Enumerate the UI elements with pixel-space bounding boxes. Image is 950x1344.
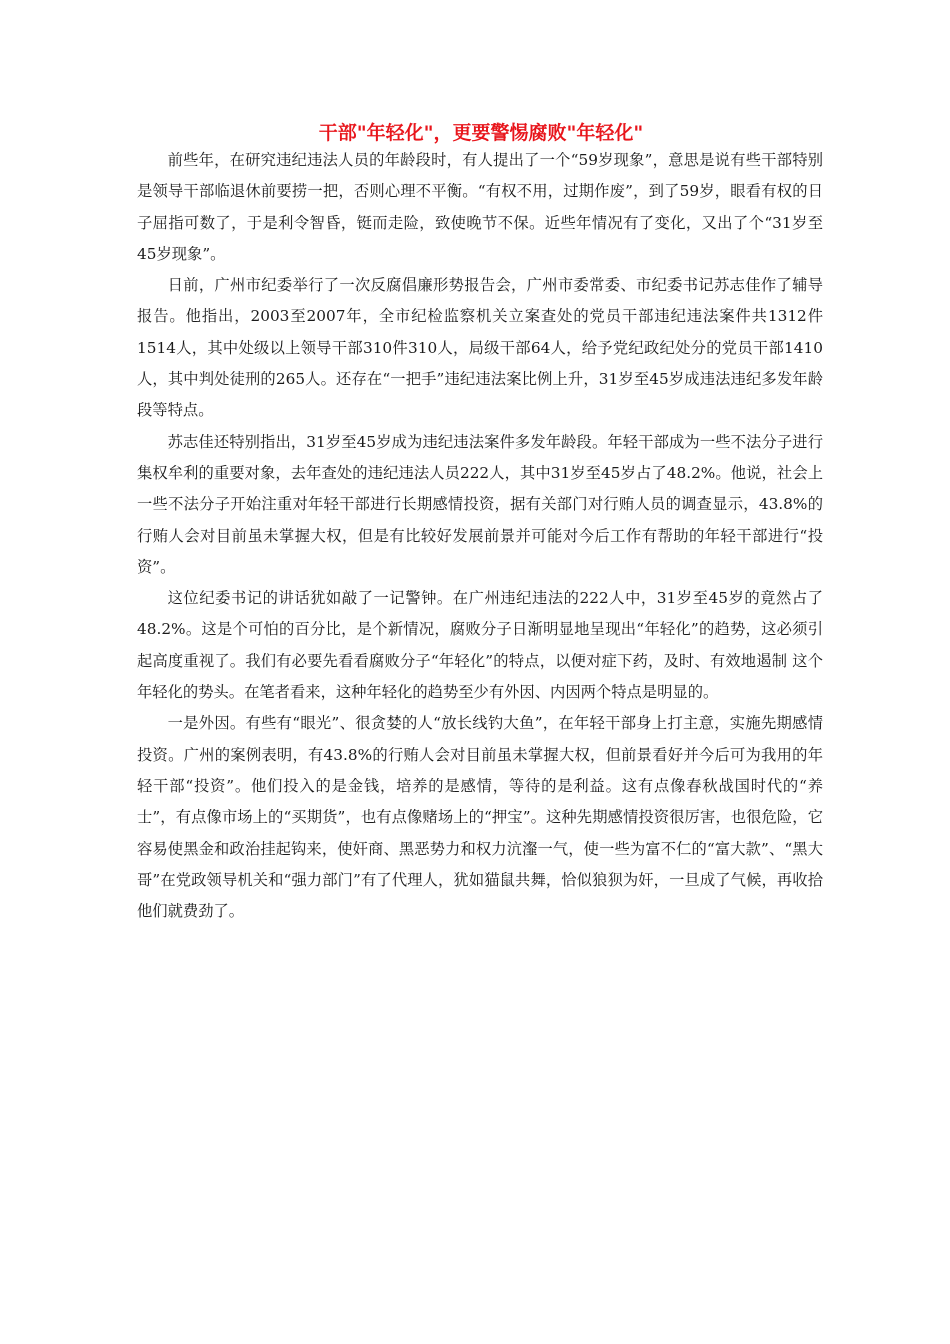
paragraph: 前些年，在研究违纪违法人员的年龄段时，有人提出了一个“59岁现象”，意思是说有些干部特别是领导干部临退休前要捞一把，否则心理不平衡。“有权不用，过期作废”，到了59岁，眼看有权的日子屈指可数了，于是利令智昏，铤而走险，致使晚节不保。近些年情况有了变化，又出了个“31岁至45岁现象”。 <box>137 151 823 263</box>
paragraph: 这位纪委书记的讲话犹如敲了一记警钟。在广州违纪违法的222人中，31岁至45岁的竟然占了48.2%。这是个可怕的百分比，是个新情况，腐败分子日渐明显地呈现出“年轻化”的趋势，这必须引起高度重视了。我们有必要先看看腐败分子“年轻化”的特点，以便对症下药，及时、有效地遏制 这个年轻化的势头。在笔者看来，这种年轻化的趋势至少有外因、内因两个特点是明显的。 <box>137 589 823 702</box>
paragraph: 一是外因。有些有“眼光”、很贪婪的人“放长线钓大鱼”，在年轻干部身上打主意，实施先期感情投资。广州的案例表明，有43.8%的行贿人会对目前虽未掌握大权，但前景看好并今后可为我用的年轻干部“投资”。他们投入的是金钱，培养的是感情，等待的是利益。这有点像春秋战国时代的“养士”，有点像市场上的“买期货”，也有点像赌场上的“押宝”。这种先期感情投资很厉害，也很危险，它容易使黑金和政治挂起钩来，使奸商、黑恶势力和权力沆瀣一气，使一些为富不仁的“富大款”、“黑大哥”在党政领导机关和“强力部门”有了代理人，犹如猫鼠共舞，恰似狼狈为奸，一旦成了气候，再收拾他们就费劲了。 <box>137 714 823 921</box>
article-title: 干部"年轻化"，更要警惕腐败"年轻化" <box>318 122 644 144</box>
paragraph: 苏志佳还特别指出，31岁至45岁成为违纪违法案件多发年龄段。年轻干部成为一些不法分子进行集权牟利的重要对象，去年查处的违纪违法人员222人，其中31岁至45岁占了48.2%。他说，社会上一些不法分子开始注重对年轻干部进行长期感情投资，据有关部门对行贿人员的调查显示，43.8%的行贿人会对目前虽未掌握大权，但是有比较好发展前景并可能对今后工作有帮助的年轻干部进行“投资”。 <box>137 432 823 576</box>
article-body <box>137 145 823 927</box>
paragraph: 日前，广州市纪委举行了一次反腐倡廉形势报告会，广州市委常委、市纪委书记苏志佳作了辅导报告。他指出，2003至2007年，全市纪检监察机关立案查处的党员干部违纪违法案件共1312件1514人，其中处级以上领导干部310件310人，局级干部64人，给予党纪政纪处分的党员干部1410人，其中判处徒刑的265人。还存在“一把手”违纪违法案比例上升，31岁至45岁成违法违纪多发年龄段等特点。 <box>137 276 823 420</box>
